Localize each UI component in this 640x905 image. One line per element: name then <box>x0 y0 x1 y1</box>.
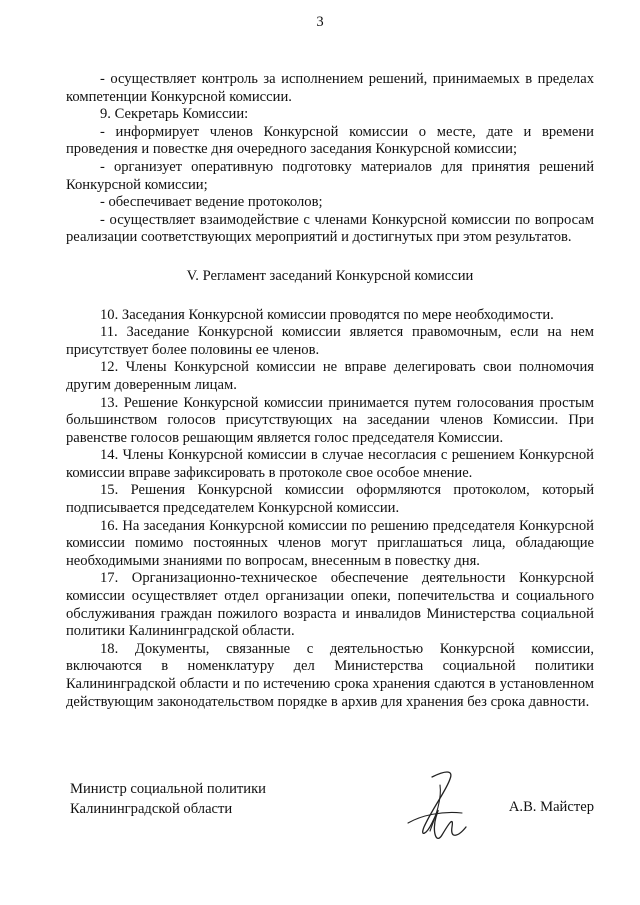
signatory-name: А.В. Майстер <box>508 799 594 815</box>
paragraph: 15. Решения Конкурсной комиссии оформляются протоколом, который подписывается председателем Конкурсной комиссии. <box>66 482 594 517</box>
signatory-position-line: Калининградской области <box>70 801 233 817</box>
paragraph: 17. Организационно-техническое обеспечение деятельности Конкурсной комиссии осуществляет отдел организации опеки, попечительства и социального обслуживания граждан пожилого возраста и инвалидов Министерства социальной политики Калининградской области. <box>66 570 594 640</box>
signature-block <box>66 779 594 849</box>
document-body <box>66 71 594 711</box>
page-number: 3 <box>316 14 324 30</box>
paragraph: 9. Секретарь Комиссии: <box>100 106 249 123</box>
paragraph: - информирует членов Конкурсной комиссии о месте, дате и времени проведения и повестке дня очередного заседания Конкурсной комиссии; <box>66 123 594 158</box>
paragraph: 12. Члены Конкурсной комиссии не вправе делегировать свои полномочия другим доверенным лицам. <box>66 359 594 393</box>
paragraph: 13. Решение Конкурсной комиссии принимается путем голосования простым большинством голосов присутствующих на заседании членов Комиссии. При равенстве голосов решающим является голос председателя Комиссии. <box>66 394 594 446</box>
signatory-position <box>70 779 266 819</box>
paragraph: 16. На заседания Конкурсной комиссии по решению председателя Конкурсной комиссии помимо постоянных членов могут приглашаться лица, обладающие необходимыми знаниями по вопросам, внесенным в повестку дня. <box>66 517 594 569</box>
paragraph: - осуществляет взаимодействие с членами Конкурсной комиссии по вопросам реализации соответствующих мероприятий и достигнутых при этом результатов. <box>66 211 594 246</box>
paragraph: 14. Члены Конкурсной комиссии в случае несогласия с решением Конкурсной комиссии вправе зафиксировать в протоколе свое особое мнение. <box>66 447 594 481</box>
paragraph: 10. Заседания Конкурсной комиссии проводятся по мере необходимости. <box>100 306 554 323</box>
paragraph: 18. Документы, связанные с деятельностью Конкурсной комиссии, включаются в номенклатуру дел Министерства социальной политики Калининградской области и по истечению срока хранения сдаются в установленном действующим законодательством порядке в архив для хранения без срока давности. <box>66 640 594 710</box>
paragraph: - организует оперативную подготовку материалов для принятия решений Конкурсной комиссии; <box>66 158 594 193</box>
paragraph: - осуществляет контроль за исполнением решений, принимаемых в пределах компетенции Конкурсной комиссии. <box>66 71 594 105</box>
handwritten-signature-icon <box>402 765 482 855</box>
signatory-position-line: Министр социальной политики <box>70 781 266 797</box>
section-heading: V. Регламент заседаний Конкурсной комиссии <box>186 267 474 284</box>
paragraph: 11. Заседание Конкурсной комиссии является правомочным, если на нем присутствует более половины ее членов. <box>66 324 594 358</box>
paragraph: - обеспечивает ведение протоколов; <box>100 194 323 211</box>
